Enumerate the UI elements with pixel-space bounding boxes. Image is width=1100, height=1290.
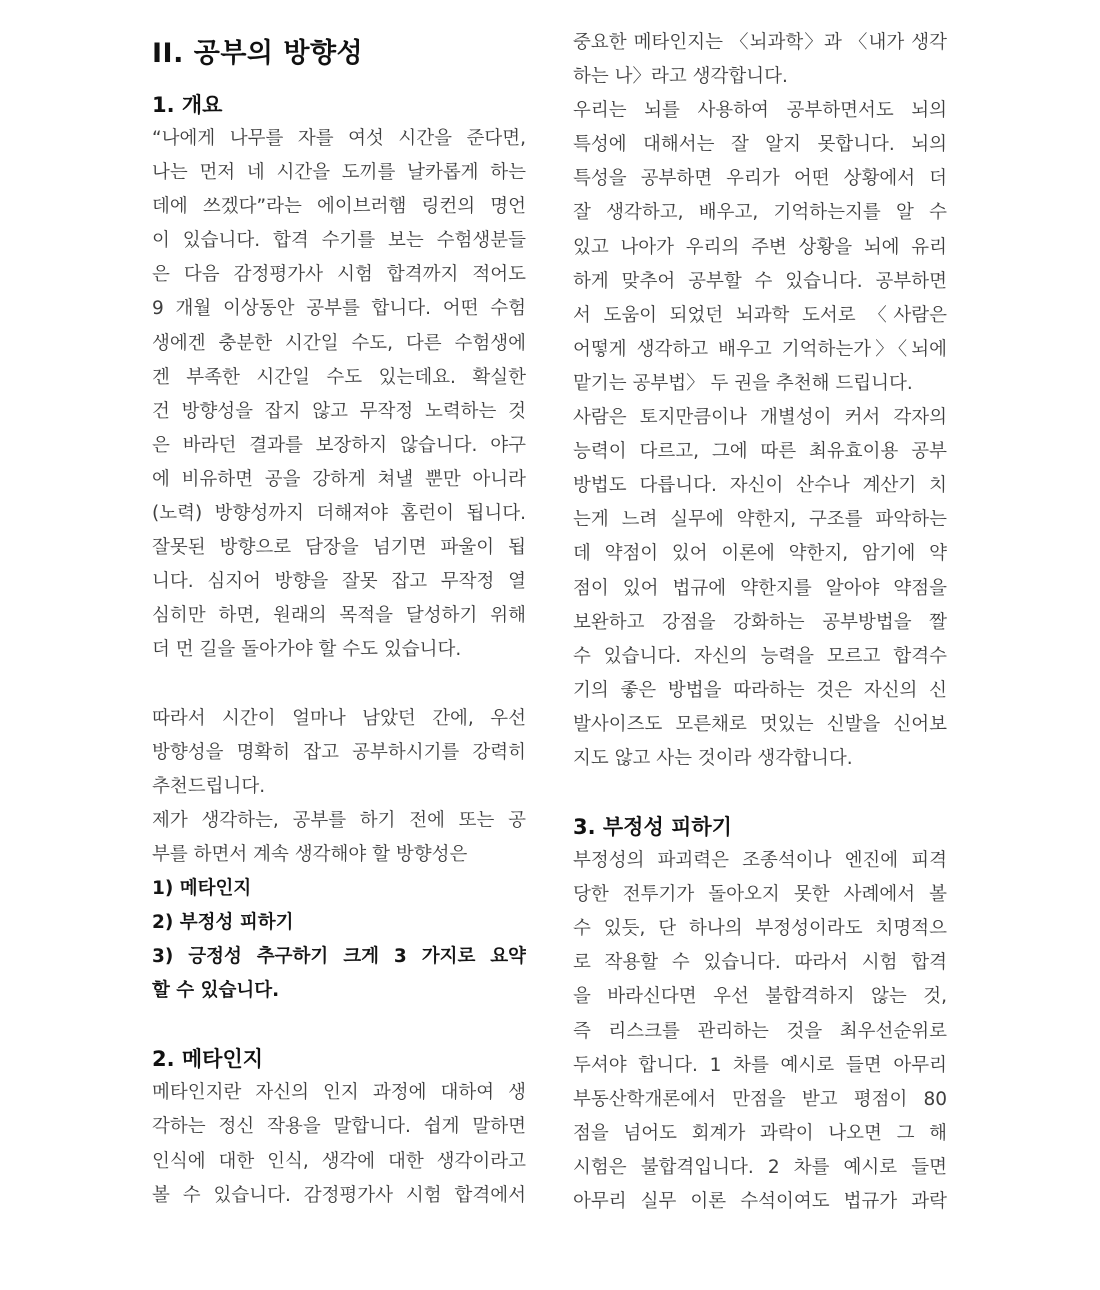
- text-line: 우리는 뇌를 사용하여 공부하면서도 뇌의: [573, 100, 947, 122]
- section-gap: [152, 1008, 526, 1042]
- text-line: 추천드립니다.: [152, 775, 266, 797]
- metacognition-paragraph-2: [573, 94, 947, 401]
- text-line: 부를 하면서 계속 생각해야 할 방향성은: [152, 843, 468, 865]
- text-line: 지도 않고 사는 것이라 생각합니다.: [573, 747, 853, 769]
- text-line: 특성을 공부하면 우리가 어떤 상황에서 더: [573, 168, 947, 190]
- text-line: 는게 느려 실무에 약한지, 구조를 파악하는: [573, 509, 947, 531]
- text-line: 니다. 심지어 방향을 잘못 잡고 무작정 열: [152, 571, 526, 593]
- text-line: 사람은 토지만큼이나 개별성이 커서 각자의: [573, 407, 947, 429]
- text-line: 나는 먼저 네 시간을 도끼를 날카롭게 하는: [152, 162, 526, 184]
- text-line: 생에겐 충분한 시간일 수도, 다른 수험생에: [152, 332, 526, 354]
- text-line: 에 비유하면 공을 강하게 쳐낼 뿐만 아니라: [152, 468, 526, 490]
- text-line: 하게 맞추어 공부할 수 있습니다. 공부하면: [573, 270, 947, 292]
- text-line: 로 작용할 수 있습니다. 따라서 시험 합격: [573, 952, 947, 974]
- text-line: 맡기는 공부법〉 두 권을 추천해 드립니다.: [573, 372, 913, 394]
- text-line: 두셔야 합니다. 1 차를 예시로 들면 아무리: [573, 1054, 947, 1076]
- list-item-avoid-negativity: 2) 부정성 피하기: [152, 912, 294, 934]
- overview-paragraph-2: [152, 702, 526, 804]
- text-line: 보완하고 강점을 강화하는 공부방법을 짤: [573, 611, 947, 633]
- text-line: 잘 생각하고, 배우고, 기억하는지를 알 수: [573, 202, 947, 224]
- text-line: 제가 생각하는, 공부를 하기 전에 또는 공: [152, 809, 526, 831]
- avoid-negativity-paragraph: [573, 844, 947, 1219]
- text-line: 데에 쓰겠다”라는 에이브러햄 링컨의 명언: [152, 196, 526, 218]
- section-heading-avoid-negativity: 3. 부정성 피하기: [573, 815, 732, 840]
- text-line: 기의 좋은 방법을 따라하는 것은 자신의 신: [573, 679, 947, 701]
- text-line: 서 도움이 되었던 뇌과학 도서로 〈사람은: [573, 304, 947, 326]
- overview-paragraph-1: [152, 122, 526, 668]
- text-line: 은 바라던 결과를 보장하지 않습니다. 야구: [152, 434, 526, 456]
- text-line: 방법도 다릅니다. 자신이 산수나 계산기 치: [573, 475, 947, 497]
- text-line: 각하는 정신 작용을 말합니다. 쉽게 말하면: [152, 1116, 526, 1138]
- text-line: 수 있듯, 단 하나의 부정성이라도 치명적으: [573, 918, 947, 940]
- text-line: 능력이 다르고, 그에 따른 최유효이용 공부: [573, 441, 947, 463]
- text-line: 은 다음 감정평가사 시험 합격까지 적어도: [152, 264, 526, 286]
- text-line: 즉 리스크를 관리하는 것을 최우선순위로: [573, 1020, 947, 1042]
- text-line: 특성에 대해서는 잘 알지 못합니다. 뇌의: [573, 134, 947, 156]
- text-line: 부정성의 파괴력은 조종석이나 엔진에 피격: [573, 850, 947, 872]
- list-item-metacognition: 1) 메타인지: [152, 877, 252, 899]
- page-title: II. 공부의 방향성: [152, 38, 364, 69]
- text-line: 부동산학개론에서 만점을 받고 평점이 80: [573, 1088, 947, 1110]
- left-column: [152, 32, 526, 1213]
- direction-list: [152, 872, 526, 1008]
- text-line: 하는 나〉라고 생각합니다.: [573, 66, 788, 88]
- overview-paragraph-3: [152, 804, 526, 872]
- right-column: [573, 26, 947, 1219]
- section-heading-metacognition: 2. 메타인지: [152, 1047, 264, 1072]
- text-line: 이 있습니다. 합격 수기를 보는 수험생분들: [152, 230, 526, 252]
- text-line: 심히만 하면, 원래의 목적을 달성하기 위해: [152, 605, 526, 627]
- text-line: 아무리 실무 이론 수석이여도 법규가 과락: [573, 1191, 947, 1212]
- paragraph-gap: [152, 668, 526, 702]
- text-line: 중요한 메타인지는 〈뇌과학〉과 〈내가 생각: [573, 32, 947, 53]
- section-gap: [573, 776, 947, 810]
- text-line: 겐 부족한 시간일 수도 있는데요. 확실한: [152, 366, 526, 388]
- text-line: 시험은 불합격입니다. 2 차를 예시로 들면: [573, 1156, 947, 1178]
- list-item-summary-end: 할 수 있습니다.: [152, 980, 280, 1002]
- text-line: 더 먼 길을 돌아가야 할 수도 있습니다.: [152, 639, 462, 661]
- section-heading-overview: 1. 개요: [152, 93, 223, 117]
- text-line: 어떻게 생각하고 배우고 기억하는가〉〈뇌에: [573, 338, 947, 360]
- text-line: 메타인지란 자신의 인지 과정에 대하여 생: [152, 1082, 526, 1104]
- text-line: (노력) 방향성까지 더해져야 홈런이 됩니다.: [152, 503, 526, 525]
- text-line: 점이 있어 법규에 약한지를 알아야 약점을: [573, 577, 947, 599]
- text-line: 발사이즈도 모른채로 멋있는 신발을 신어보: [573, 713, 947, 735]
- text-line: 점을 넘어도 회계가 과락이 나오면 그 해: [573, 1122, 947, 1144]
- text-line: 있고 나아가 우리의 주변 상황을 뇌에 유리: [573, 236, 947, 258]
- metacognition-paragraph-1-cont: [573, 26, 947, 94]
- text-line: 을 바라신다면 우선 불합격하지 않는 것,: [573, 986, 947, 1008]
- text-line: 수 있습니다. 자신의 능력을 모르고 합격수: [573, 645, 947, 667]
- text-line: “나에게 나무를 자를 여섯 시간을 준다면,: [152, 128, 526, 149]
- text-line: 볼 수 있습니다. 감정평가사 시험 합격에서: [152, 1184, 526, 1206]
- list-item-pursue-positivity: 3) 긍정성 추구하기 크게 3 가지로 요약: [152, 946, 526, 968]
- text-line: 인식에 대한 인식, 생각에 대한 생각이라고: [152, 1150, 526, 1172]
- text-line: 잘못된 방향으로 담장을 넘기면 파울이 됩: [152, 537, 526, 559]
- text-line: 건 방향성을 잡지 않고 무작정 노력하는 것: [152, 400, 526, 422]
- metacognition-paragraph-1: [152, 1076, 526, 1212]
- text-line: 당한 전투기가 돌아오지 못한 사례에서 볼: [573, 884, 947, 906]
- text-line: 9 개월 이상동안 공부를 합니다. 어떤 수험: [152, 298, 526, 320]
- text-line: 따라서 시간이 얼마나 남았던 간에, 우선: [152, 707, 526, 729]
- text-line: 데 약점이 있어 이론에 약한지, 암기에 약: [573, 543, 947, 565]
- text-line: 방향성을 명확히 잡고 공부하시기를 강력히: [152, 741, 526, 763]
- metacognition-paragraph-3: [573, 401, 947, 776]
